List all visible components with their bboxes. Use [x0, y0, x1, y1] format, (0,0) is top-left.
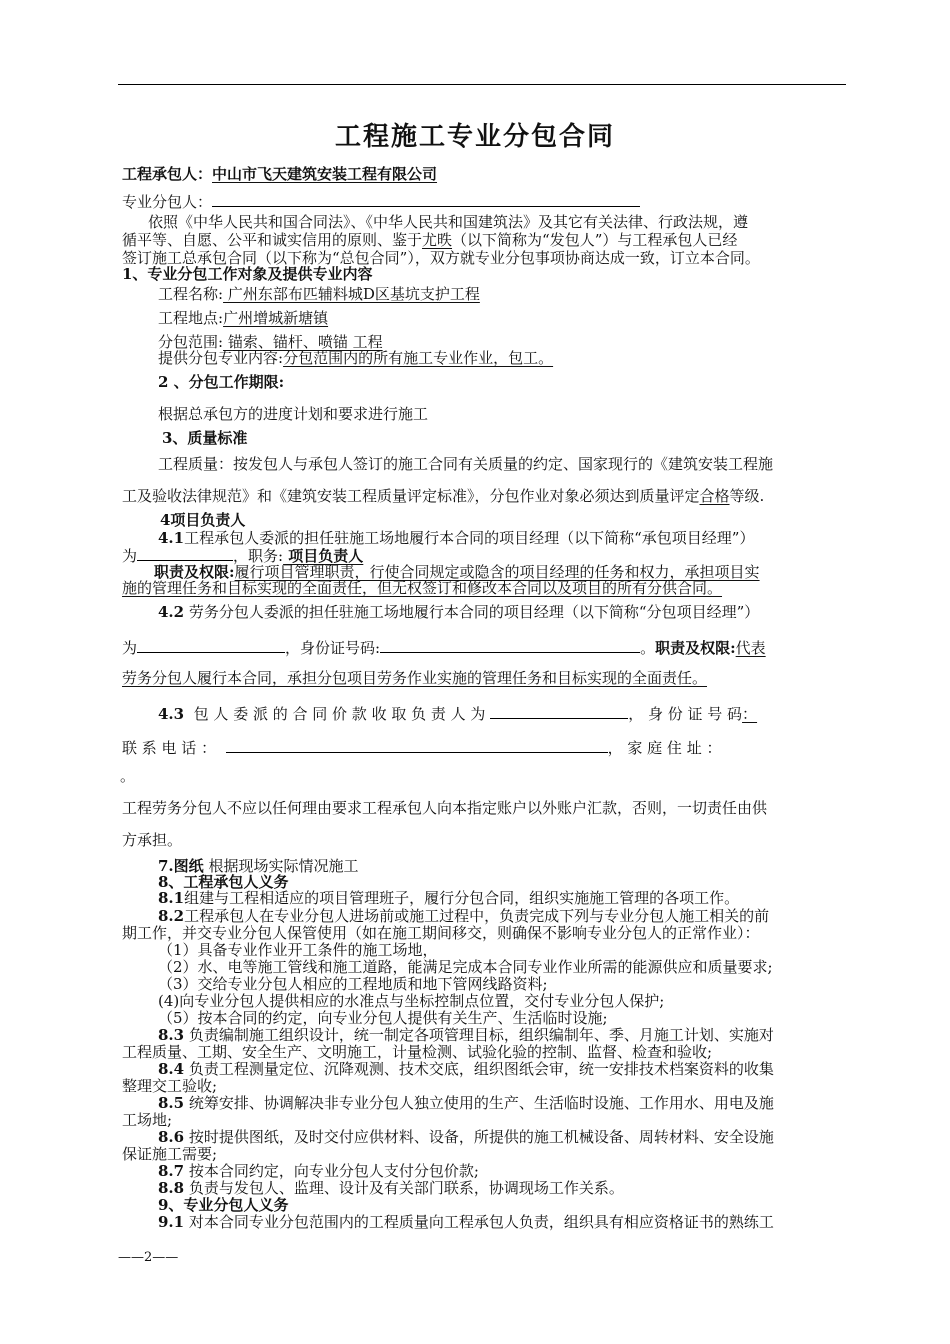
clause-8-6-line-1 — [158, 1129, 774, 1146]
section-3-heading: 3、质量标准 — [162, 429, 248, 447]
id-number-blank — [380, 638, 640, 653]
section-3-line-2 — [122, 488, 764, 505]
project-site-label: 工程地点: — [158, 309, 224, 327]
clause-number: 8.8 — [158, 1179, 185, 1197]
clause-8-3-line-1 — [158, 1027, 774, 1044]
clause-number: 8.5 — [158, 1094, 185, 1112]
clause-text: 按本合同约定，向专业分包人支付分包价款; — [188, 1162, 479, 1180]
section-8-heading: 8、工程承包人义务 — [158, 873, 289, 891]
post-value: 项目负责人 — [283, 547, 364, 565]
clause-8-2-item-2: （2）水、电等施工管线和施工道路，能满足完成本合同专业作业所需的能源供应和质量要求; — [158, 958, 773, 976]
project-name-label: 工程名称: — [158, 285, 224, 303]
address-label: ， 家 庭 住 址 ： — [607, 739, 722, 757]
clause-text: 包 人 委 派 的 合 同 价 款 收 取 负 责 人 为 — [193, 705, 486, 723]
project-site-value: 广州增城新塘镇 — [223, 309, 329, 327]
phone-label: 联 系 电 话 ： — [122, 739, 217, 757]
subcontractor-line — [122, 192, 640, 211]
clause-number: 8.6 — [158, 1128, 185, 1146]
intro-text: （以下简称为“发包人”）与工程承包人已经 — [452, 231, 738, 249]
clause-4-3-line-3: 。 — [120, 767, 136, 785]
clause-8-2-line-1 — [158, 908, 769, 925]
subcontractor-label: 专业分包人： — [122, 193, 213, 211]
id-colon: ： — [742, 705, 758, 723]
clause-number: 8.2 — [158, 907, 185, 925]
clause-8-5-line-1 — [158, 1095, 774, 1112]
project-name-line — [158, 286, 480, 303]
clause-8-2-item-5: （5）按本合同的约定，向专业分包人提供有关生产、生活临时设施; — [158, 1009, 608, 1027]
clause-number: 4.3 — [158, 705, 185, 723]
intro-line-1: 依照《中华人民共和国合同法》、《中华人民共和国建筑法》及其它有关法律、行政法规，遵 — [148, 213, 749, 231]
clause-text: 组建与工程相适应的项目管理班子，履行分包合同，组织实施施工管理的各项工作。 — [184, 889, 740, 907]
clause-text: 为 — [122, 547, 138, 565]
subcontractor-blank — [212, 192, 640, 207]
clause-text: 对本合同专业分包范围内的工程质量向工程承包人负责，组织具有相应资格证书的熟练工 — [188, 1213, 774, 1231]
clause-4-2-line-2 — [122, 638, 766, 657]
quality-text: 等级. — [729, 487, 765, 505]
clause-text: 为 — [122, 639, 138, 657]
section-9-heading: 9、专业分包人义务 — [158, 1196, 289, 1214]
intro-text: 循平等、自愿、公平和诚实信用的原则、鉴于 — [122, 231, 423, 249]
content-label: 提供分包专业内容: — [158, 349, 284, 367]
clause-number: 8.4 — [158, 1060, 185, 1078]
clause-number: 4.1 — [158, 529, 185, 547]
intro-line-3: 签订施工总承包合同（以下称为“总包合同”），双方就专业分包事项协商达成一致，订立本合同。 — [122, 249, 760, 267]
clause-8-1 — [158, 890, 739, 907]
clause-8-6-line-2: 保证施工需要; — [122, 1145, 218, 1163]
section-7-text: 根据现场实际情况施工 — [203, 857, 359, 875]
rights-label: 职责及权限: — [154, 563, 235, 581]
clause-8-2-item-3: （3）交给专业分包人相应的工程地质和地下管网线路资料; — [158, 975, 548, 993]
clause-number: 9.1 — [158, 1213, 185, 1231]
clause-number: 8.1 — [158, 889, 185, 907]
rights-text: 履行项目管理职责，行使合同规定或隐含的项目经理的任务和权力，承担项目实 — [234, 563, 760, 581]
content-value: 分包范围内的所有施工专业作业，包工。 — [283, 349, 554, 367]
phone-blank — [226, 738, 608, 753]
clause-4-3-line-1 — [158, 704, 757, 723]
scope-label: 分包范围: — [158, 333, 224, 351]
clause-4-1-line-4: 施的管理任务和目标实现的全面责任，但无权签订和修改本合同以及项目的所有分供合同。 — [122, 579, 723, 597]
clause-text: 工程承包人在专业分包人进场前或施工过程中，负责完成下列与专业分包人施工相关的前 — [184, 907, 770, 925]
clause-number: 4.2 — [158, 603, 185, 621]
intro-line-2 — [122, 232, 737, 249]
quality-grade: 合格 — [699, 487, 730, 505]
clause-text: 劳务分包人委派的担任驻施工场地履行本合同的项目经理（以下简称“分包项目经理”） — [188, 603, 760, 621]
payment-note-line-1: 工程劳务分包人不应以任何理由要求工程承包人向本指定账户以外账户汇款，否则，一切责任由供 — [122, 799, 768, 817]
clause-8-3-line-2: 工程质量、工期、安全生产、文明施工，计量检测、试验化验的控制、监督、检查和验收; — [122, 1043, 713, 1061]
sub-manager-blank — [137, 638, 285, 653]
section-2-text: 根据总承包方的进度计划和要求进行施工 — [158, 405, 429, 423]
clause-4-3-line-2 — [122, 738, 721, 757]
clause-8-4-line-1 — [158, 1061, 774, 1078]
payment-note-line-2: 方承担。 — [122, 831, 183, 849]
project-site-line — [158, 310, 328, 327]
header-rule — [118, 84, 846, 85]
section-7-heading: 7.图纸 — [158, 857, 204, 875]
clause-8-4-line-2: 整理交工验收; — [122, 1077, 218, 1095]
section-4-heading: 4项目负责人 — [160, 511, 246, 529]
clause-number: 8.3 — [158, 1026, 185, 1044]
clause-4-2-line-1 — [158, 604, 759, 621]
contractor-name: 中山市飞天建筑安装工程有限公司 — [212, 165, 438, 183]
clause-8-8 — [158, 1180, 624, 1197]
clause-text: 工程承包人委派的担任驻施工场地履行本合同的项目经理（以下简称“承包项目经理”） — [184, 529, 755, 547]
section-1-heading: 1、专业分包工作对象及提供专业内容 — [122, 265, 373, 283]
quality-text: 工及验收法律规范》和《建筑安装工程质量评定标准》，分包作业对象必须达到质量评定 — [122, 487, 700, 505]
clause-text: 负责编制施工组织设计，统一制定各项管理目标，组织编制年、季、月施工计划、实施对 — [188, 1026, 774, 1044]
rights-text: 代表 — [735, 639, 766, 657]
page-title: 工程施工专业分包合同 — [334, 122, 615, 152]
clause-number: 8.7 — [158, 1162, 185, 1180]
clause-8-2-item-4: (4)向专业分包人提供相应的水准点与坐标控制点位置，交付专业分包人保护; — [158, 992, 665, 1010]
clause-text: 。 — [640, 639, 656, 657]
content-line — [158, 350, 553, 367]
clause-8-2-item-1: （1）具备专业作业开工条件的施工场地， — [158, 941, 438, 959]
manager-name-blank — [137, 546, 233, 561]
contractor-label: 工程承包人： — [122, 165, 213, 183]
payee-blank — [490, 704, 628, 719]
clause-text: 负责工程测量定位、沉降观测、技术交底，组织图纸会审，统一安排技术档案资料的收集 — [188, 1060, 774, 1078]
section-3-line-1: 工程质量：按发包人与承包人签订的施工合同有关质量的约定、国家现行的《建筑安装工程施 — [158, 455, 774, 473]
clause-8-7 — [158, 1163, 479, 1180]
id-label: ， 身 份 证 号 码 — [628, 705, 743, 723]
post-label: ，职务: — [233, 547, 284, 565]
contractor-line — [122, 166, 437, 183]
employer-name: 尤昳 — [422, 231, 453, 249]
clause-text: 负责与发包人、监理、设计及有关部门联系，协调现场工作关系。 — [188, 1179, 624, 1197]
clause-9-1 — [158, 1214, 774, 1231]
clause-4-2-line-3: 劳务分包人履行本合同，承担分包项目劳务作业实施的管理任务和目标实现的全面责任。 — [122, 669, 708, 687]
project-name-value: 广州东部布匹辅料城D区基坑支护工程 — [223, 285, 480, 303]
scope-value: 锚索、锚杆、喷锚 工程 — [223, 333, 383, 351]
page-number: ——2—— — [118, 1250, 179, 1265]
section-2-heading: 2 、分包工作期限: — [158, 373, 285, 391]
clause-4-1-line-1 — [158, 530, 754, 547]
id-label: ，身份证号码: — [285, 639, 381, 657]
clause-text: 按时提供图纸，及时交付应供材料、设备，所提供的施工机械设备、周转材料、安全设施 — [188, 1128, 774, 1146]
rights-label: 职责及权限: — [655, 639, 736, 657]
clause-8-5-line-2: 工场地; — [122, 1111, 173, 1129]
clause-8-2-line-2: 期工作，并交专业分包人保管使用（如在施工期间移交，则确保不影响专业分包人的正常作业）： — [122, 924, 760, 942]
clause-text: 统筹安排、协调解决非专业分包人独立使用的生产、生活临时设施、工作用水、用电及施 — [188, 1094, 774, 1112]
